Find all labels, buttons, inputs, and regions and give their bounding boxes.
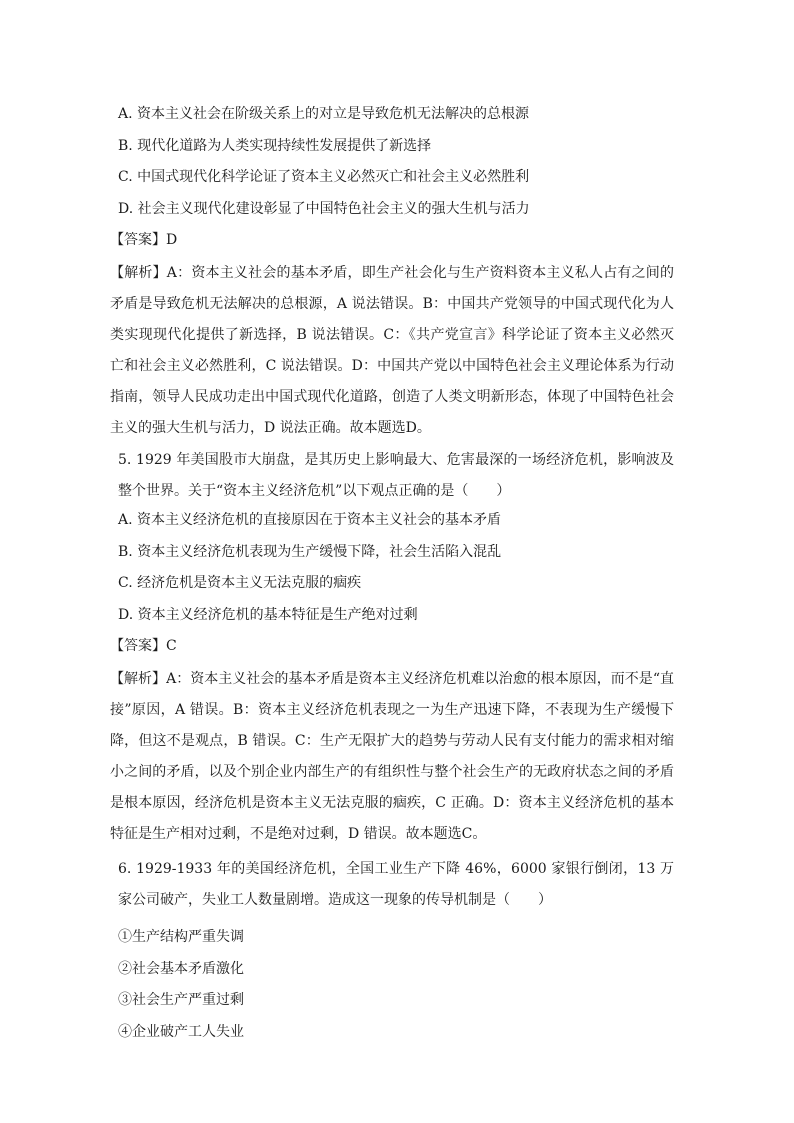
q6-stem: 6. 1929-1933 年的美国经济危机，全国工业生产下降 46%，6000 家银行倒闭，13 万家公司破产，失业工人数量剧增。造成这一现象的传导机制是（ ） xyxy=(118,861,674,908)
question-4-options xyxy=(118,101,674,227)
q4-answer: 【答案】D xyxy=(110,232,178,248)
q4-option-c: C. 中国式现代化科学论证了资本主义必然灭亡和社会主义必然胜利 xyxy=(118,169,530,185)
q5-stem: 5. 1929 年美国股市大崩盘，是其历史上影响最大、危害最深的一场经济危机，影响波及整个世界。关于“资本主义经济危机”以下观点正确的是（ ） xyxy=(118,452,674,499)
q4-analysis: 【解析】A：资本主义社会的基本矛盾，即生产社会化与生产资料资本主义私人占有之间的矛盾是导致危机无法解决的总根源，A 说法错误。B：中国共产党领导的中国式现代化为人类实现现代化提供了新选择，B 说法错误。C：《共产党宣言》科学论证了资本主义必然灭亡和社会主义必然胜利，C 说法错误。D：中国共产党以中国特色社会主义理论体系为行动指南，领导人民成功走出中国式现代化道路，创造了人类文明新形态，体现了中国特色社会主义的强大生机与活力，D 说法正确。故本题选D。 xyxy=(110,265,674,436)
q5-option-a: A. 资本主义经济危机的直接原因在于资本主义社会的基本矛盾 xyxy=(118,512,502,528)
q5-analysis: 【解析】A：资本主义社会的基本矛盾是资本主义经济危机难以治愈的根本原因，而不是“直接”原因，A 错误。B：资本主义经济危机表现之一为生产迅速下降，不表现为生产缓慢下降，但这不是观点，B 错误。C：生产无限扩大的趋势与劳动人民有支付能力的需求相对缩小之间的矛盾，以及个别企业内部生产的有组织性与整个社会生产的无政府状态之间的矛盾是根本原因，经济危机是资本主义无法克服的痼疾，C 正确。D：资本主义经济危机的基本特征是生产相对过剩，不是绝对过剩，D 错误。故本题选C。 xyxy=(110,671,674,842)
document-content xyxy=(110,101,674,1048)
q6-statement-1: ①生产结构严重失调 xyxy=(118,929,244,945)
q6-statement-3: ③社会生产严重过剩 xyxy=(118,992,244,1008)
q4-option-d: D. 社会主义现代化建设彰显了中国特色社会主义的强大生机与活力 xyxy=(118,200,530,217)
q5-option-c: C. 经济危机是资本主义无法克服的痼疾 xyxy=(118,575,362,591)
q5-option-b: B. 资本主义经济危机表现为生产缓慢下降，社会生活陷入混乱 xyxy=(118,543,502,560)
q4-option-b: B. 现代化道路为人类实现持续性发展提供了新选择 xyxy=(118,137,432,154)
q6-statement-2: ②社会基本矛盾激化 xyxy=(118,960,244,977)
q6-statement-4: ④企业破产工人失业 xyxy=(118,1023,244,1040)
q5-answer: 【答案】C xyxy=(110,638,177,654)
question-5-options xyxy=(118,507,674,633)
q5-option-d: D. 资本主义经济危机的基本特征是生产绝对过剩 xyxy=(118,606,418,623)
question-6-statements xyxy=(118,922,674,1048)
q4-option-a: A. 资本主义社会在阶级关系上的对立是导致危机无法解决的总根源 xyxy=(118,106,530,122)
